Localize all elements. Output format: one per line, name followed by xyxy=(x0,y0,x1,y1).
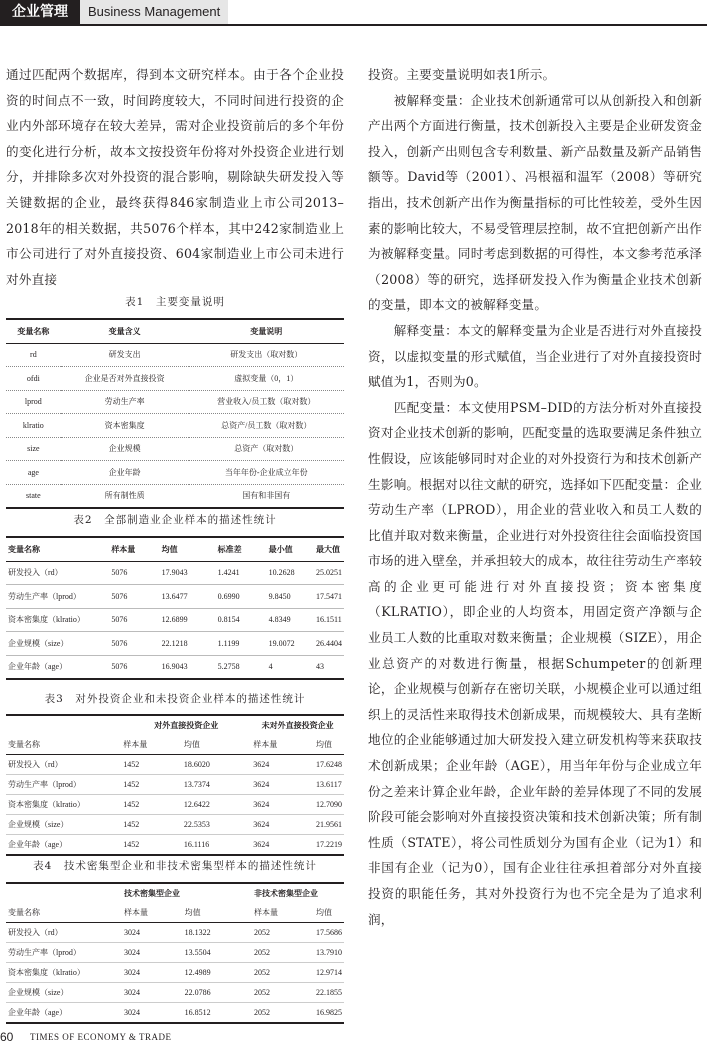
table-cell: 2052 xyxy=(252,983,314,1003)
table-cell: 国有和非国有 xyxy=(189,484,345,508)
table-row xyxy=(6,963,344,983)
table-cell: 18.6020 xyxy=(182,755,251,775)
table-cell: 17.2219 xyxy=(314,835,344,856)
table-row xyxy=(6,655,344,679)
table-cell: 16.9043 xyxy=(160,655,216,679)
table-cell: 16.8512 xyxy=(183,1003,252,1024)
table-cell: 9.8450 xyxy=(267,585,314,609)
table-cell: size xyxy=(6,437,61,461)
table-row xyxy=(6,983,344,1003)
table-cell: 资本密集度（klratio） xyxy=(6,608,109,632)
table-cell: 4.8349 xyxy=(267,608,314,632)
table-cell: 22.0786 xyxy=(183,983,252,1003)
table-header: 变量说明 xyxy=(189,319,345,343)
table-header: 均值 xyxy=(160,537,216,561)
table-cell: 企业年龄 xyxy=(61,461,189,485)
table-header: 样本量 xyxy=(121,735,182,755)
table-cell: 1452 xyxy=(121,755,182,775)
table-row xyxy=(6,437,344,461)
table-row xyxy=(6,923,344,943)
table-cell: 研发投入（rd） xyxy=(6,755,121,775)
table-header: 均值 xyxy=(314,903,344,923)
table-cell: 3024 xyxy=(122,983,183,1003)
table-cell: 5076 xyxy=(109,585,159,609)
table-header: 变量名称 xyxy=(6,903,122,923)
table-cell: state xyxy=(6,484,61,508)
table-group-header: 技术密集型企业 xyxy=(122,883,252,903)
table-row xyxy=(6,367,344,391)
body-paragraph: 通过匹配两个数据库，得到本文研究样本。由于各个企业投资的时间点不一致，时间跨度较大，不同时间进行投资的企业内外部环境存在较大差异，需对企业投资前后的多个年份的变化进行分析，故本文按投资年份将对外投资企业进行划分，并排除多次对外投资的混合影响，剔除缺失研发投入等关键数据的企业，最终获得846家制造业上市公司2013–2018年的相关数据，共5076个样本，其中242家制造业上市公司进行了对外直接投资、604家制造业上市公司未进行对外直接 xyxy=(6,67,344,287)
table-cell: 26.4404 xyxy=(314,632,344,656)
table-cell: 13.6477 xyxy=(160,585,216,609)
table-row xyxy=(6,414,344,438)
table-cell: 企业年龄（age） xyxy=(6,1003,122,1024)
section-label-en: Business Management xyxy=(80,0,228,24)
table-cell: 22.1218 xyxy=(160,632,216,656)
table-header: 样本量 xyxy=(109,537,159,561)
table-cell: 3024 xyxy=(122,923,183,943)
table4-title: 表4 技术密集型企业和非技术密集型样本的描述性统计 xyxy=(33,860,317,872)
table-cell: 1.1199 xyxy=(216,632,267,656)
table-cell: 12.9714 xyxy=(314,963,344,983)
table-cell: 5076 xyxy=(109,608,159,632)
table-cell: 12.4989 xyxy=(183,963,252,983)
table-header: 标准差 xyxy=(216,537,267,561)
table-cell: 2052 xyxy=(252,923,314,943)
table4 xyxy=(6,882,344,1024)
table-cell: 所有制性质 xyxy=(61,484,189,508)
table-cell: 3624 xyxy=(251,755,314,775)
table-header: 变量名称 xyxy=(6,537,109,561)
table-cell: 3624 xyxy=(251,835,314,856)
table-cell: 营业收入/员工数（取对数） xyxy=(189,390,345,414)
body-paragraph: 解释变量：本文的解释变量为企业是否进行对外直接投资，以虚拟变量的形式赋值，当企业进行了对外直接投资时赋值为1，否则为0。 xyxy=(368,322,702,390)
table-cell: 43 xyxy=(314,655,344,679)
table-cell: 3624 xyxy=(251,775,314,795)
table-cell: 5076 xyxy=(109,632,159,656)
table-header: 均值 xyxy=(182,735,251,755)
table-row xyxy=(6,484,344,508)
table-cell: 总资产/员工数（取对数） xyxy=(189,414,345,438)
table-cell: 13.5504 xyxy=(183,943,252,963)
table-cell: 13.7374 xyxy=(182,775,251,795)
table-cell: 12.7090 xyxy=(314,795,344,815)
table-header: 变量含义 xyxy=(61,319,189,343)
table-header: 样本量 xyxy=(122,903,183,923)
table-cell: 5076 xyxy=(109,655,159,679)
table-cell: 2052 xyxy=(252,943,314,963)
table-cell: 12.6422 xyxy=(182,795,251,815)
table-cell: 研发投入（rd） xyxy=(6,923,122,943)
table-cell: 5076 xyxy=(109,561,159,585)
left-column-text xyxy=(6,62,344,292)
table-row xyxy=(6,943,344,963)
table-cell: 企业是否对外直接投资 xyxy=(61,367,189,391)
table-group-header: 未对外直接投资企业 xyxy=(251,715,344,735)
table-cell: ofdi xyxy=(6,367,61,391)
page-number: 60 xyxy=(0,1030,14,1044)
table-cell: 虚拟变量（0，1） xyxy=(189,367,345,391)
table3-title: 表3 对外投资企业和未投资企业样本的描述性统计 xyxy=(44,693,306,705)
table-header: 均值 xyxy=(183,903,252,923)
table-cell: 17.6248 xyxy=(314,755,344,775)
table2-title: 表2 全部制造业企业样本的描述性统计 xyxy=(73,514,277,526)
table-header: 样本量 xyxy=(251,735,314,755)
table-header: 变量名称 xyxy=(6,319,61,343)
table-group-header: 对外直接投资企业 xyxy=(121,715,251,735)
table-header: 变量名称 xyxy=(6,735,121,755)
table2 xyxy=(6,536,344,680)
table-cell: 企业规模（size） xyxy=(6,632,109,656)
table-cell: 12.6899 xyxy=(160,608,216,632)
table-cell: 劳动生产率（lprod） xyxy=(6,585,109,609)
table-cell: 企业规模（size） xyxy=(6,815,121,835)
table-cell: 16.1116 xyxy=(182,835,251,856)
table-cell: 16.9825 xyxy=(314,1003,344,1024)
table-cell: 企业年龄（age） xyxy=(6,655,109,679)
table-cell: 研发支出 xyxy=(61,343,189,367)
table-cell: 企业年龄（age） xyxy=(6,835,121,856)
table-header: 均值 xyxy=(314,735,344,755)
journal-name: TIMES OF ECONOMY & TRADE xyxy=(30,1032,172,1042)
table-cell: rd xyxy=(6,343,61,367)
table-cell: 1452 xyxy=(121,835,182,856)
table-cell: lprod xyxy=(6,390,61,414)
body-paragraph: 匹配变量：本文使用PSM–DID的方法分析对外直接投资对企业技术创新的影响，匹配变量的选取要满足条件独立性假设，应该能够同时对企业的对外投资行为和技术创新产生影响。根据对以往文献的研究，选择如下匹配变量：企业劳动生产率（LPROD），用企业的营业收入和员工人数的比值并取对数来衡量，企业进行对外投资往往会面临投资国市场的进入壁垒，并承担较大的成本，故往往劳动生产率较高的企业更可能进行对外直接投资；资本密集度（KLRATIO），即企业的人均资本，用固定资产净额与企业员工人数的比重取对数来衡量；企业规模（SIZE），用企业总资产的对数进行衡量，根据Schumpeter的创新理论，企业规模与创新存在密切关联，小规模企业可以通过组织上的灵活性来取得技术创新成果，而规模较大、具有垄断地位的企业能够通过加大研发投入建立研发机构等来获取技术创新成果；企业年龄（AGE），用当年年份与企业成立年份之差来计算企业年龄，企业年龄的差异体现了不同的发展阶段可能会影响对外直接投资决策和技术创新决策；所有制性质（STATE），将公司性质划分为国有企业（记为1）和非国有企业（记为0），国有企业往往承担着部分对外直接投资的职能任务，其对外投资行为也不完全是为了追求利润， xyxy=(368,399,702,927)
table-cell: 19.0072 xyxy=(267,632,314,656)
table-cell: 22.5353 xyxy=(182,815,251,835)
table-row xyxy=(6,815,344,835)
table-row xyxy=(6,632,344,656)
table-cell: klratio xyxy=(6,414,61,438)
table-cell: 3024 xyxy=(122,1003,183,1024)
table-row xyxy=(6,461,344,485)
table-cell: 18.1322 xyxy=(183,923,252,943)
table-row xyxy=(6,585,344,609)
table-row xyxy=(6,343,344,367)
table-cell: 总资产（取对数） xyxy=(189,437,345,461)
body-paragraph: 投资。主要变量说明如表1所示。 xyxy=(368,67,556,82)
page-header xyxy=(0,0,707,24)
table-cell: 3624 xyxy=(251,795,314,815)
table-cell: 5.2758 xyxy=(216,655,267,679)
table3 xyxy=(6,714,344,856)
table-cell: 3024 xyxy=(122,963,183,983)
table-header: 最小值 xyxy=(267,537,314,561)
table-cell: 研发支出（取对数） xyxy=(189,343,345,367)
header-rule xyxy=(0,24,707,26)
table-cell: 22.1855 xyxy=(314,983,344,1003)
table-header: 样本量 xyxy=(252,903,314,923)
table-cell: 13.7910 xyxy=(314,943,344,963)
table-cell: 25.0251 xyxy=(314,561,344,585)
table-row xyxy=(6,390,344,414)
table-cell: 劳动生产率（lprod） xyxy=(6,775,121,795)
table-row xyxy=(6,835,344,856)
table-cell: 1452 xyxy=(121,795,182,815)
table-cell: 10.2628 xyxy=(267,561,314,585)
table-cell: 资本密集度（klratio） xyxy=(6,795,121,815)
table-cell: 研发投入（rd） xyxy=(6,561,109,585)
table-cell: 资本密集度 xyxy=(61,414,189,438)
table-cell: 企业规模（size） xyxy=(6,983,122,1003)
table-cell: 劳动生产率 xyxy=(61,390,189,414)
table-cell: 17.5471 xyxy=(314,585,344,609)
table-cell: 17.9043 xyxy=(160,561,216,585)
table-cell: 当年年份-企业成立年份 xyxy=(189,461,345,485)
table-row xyxy=(6,755,344,775)
table-row xyxy=(6,608,344,632)
table-cell: 4 xyxy=(267,655,314,679)
table-row xyxy=(6,775,344,795)
table-cell: 0.6990 xyxy=(216,585,267,609)
table-cell: 1452 xyxy=(121,815,182,835)
table1-title: 表1 主要变量说明 xyxy=(125,296,225,308)
table-cell: 21.9561 xyxy=(314,815,344,835)
table-cell: 1.4241 xyxy=(216,561,267,585)
table-cell: 13.6117 xyxy=(314,775,344,795)
table-cell: 0.8154 xyxy=(216,608,267,632)
table-cell: 资本密集度（klratio） xyxy=(6,963,122,983)
table-cell: 3024 xyxy=(122,943,183,963)
table-header: 最大值 xyxy=(314,537,344,561)
table-row xyxy=(6,1003,344,1024)
table-row xyxy=(6,561,344,585)
section-label-cn: 企业管理 xyxy=(0,0,80,24)
table-cell: 劳动生产率（lprod） xyxy=(6,943,122,963)
table-cell: age xyxy=(6,461,61,485)
table-cell: 1452 xyxy=(121,775,182,795)
table-cell: 企业规模 xyxy=(61,437,189,461)
table-row xyxy=(6,795,344,815)
table-cell: 17.5686 xyxy=(314,923,344,943)
body-paragraph: 被解释变量：企业技术创新通常可以从创新投入和创新产出两个方面进行衡量，技术创新投入主要是企业研发资金投入，创新产出则包含专利数量、新产品数量及新产品销售额等。David等（2001）、冯根福和温军（2008）等研究指出，技术创新产出作为衡量指标的可比性较差，受外生因素的影响比较大，不易受管理层控制，故不宜把创新产出作为被解释变量。同时考虑到数据的可得性，本文参考范承泽（2008）等的研究，选择研发投入作为衡量企业技术创新的变量，即本文的被解释变量。 xyxy=(368,92,702,313)
right-column-text xyxy=(368,62,702,932)
table-cell: 3624 xyxy=(251,815,314,835)
table-cell: 16.1511 xyxy=(314,608,344,632)
table-cell: 2052 xyxy=(252,1003,314,1024)
table-cell: 2052 xyxy=(252,963,314,983)
table1 xyxy=(6,318,344,509)
table-group-header: 非技术密集型企业 xyxy=(252,883,344,903)
